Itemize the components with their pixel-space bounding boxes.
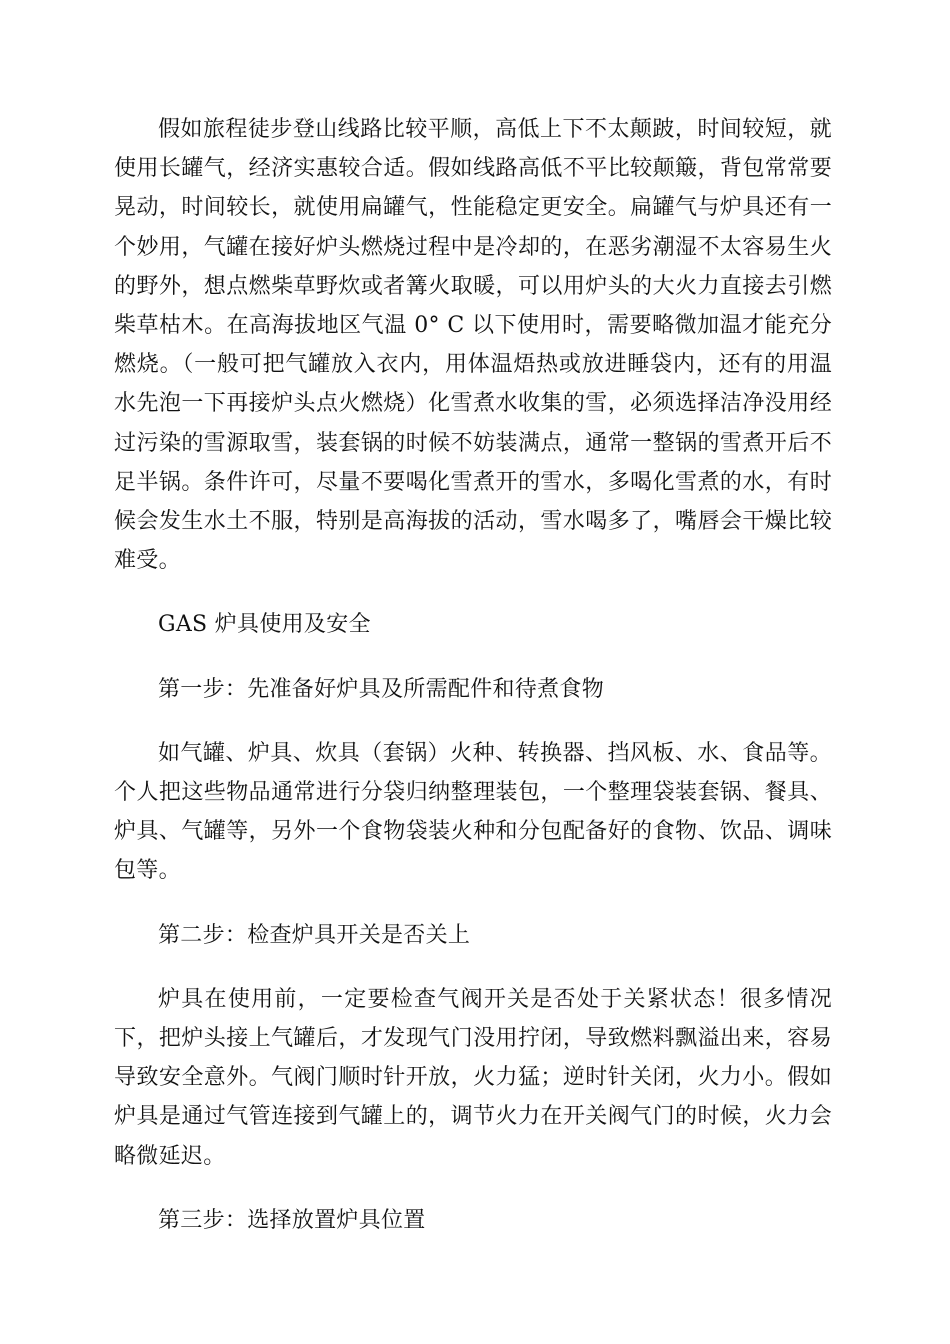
section-heading-gas-stove-safety: GAS 炉具使用及安全 xyxy=(158,612,371,638)
step-heading-1: 第一步：先准备好炉具及所需配件和待煮食物 xyxy=(158,676,605,702)
step-heading-2: 第二步：检查炉具开关是否关上 xyxy=(158,922,471,948)
paragraph-prepare-equipment: 如气罐、炉具、炊具（套锅）火种、转换器、挡风板、水、食品等。个人把这些物品通常进行分袋归纳整理装包，一个整理袋装套锅、餐具、炉具、气罐等，另外一个食物袋装火种和分包配备好的食物、饮品、调味包等。 xyxy=(114,740,832,884)
document-page xyxy=(114,110,832,1240)
paragraph-check-valve: 炉具在使用前，一定要检查气阀开关是否处于关紧状态！很多情况下，把炉头接上气罐后，才发现气门没用拧闭，导致燃料飘溢出来，容易导致安全意外。气阀门顺时针开放，火力猛；逆时针关闭，火力小。假如炉具是通过气管连接到气罐上的，调节火力在开关阀气门的时候，火力会略微延迟。 xyxy=(114,986,832,1169)
paragraph-stove-gas-usage: 假如旅程徒步登山线路比较平顺，高低上下不太颠跛，时间较短，就使用长罐气，经济实惠较合适。假如线路高低不平比较颠簸，背包常常要晃动，时间较长，就使用扁罐气，性能稳定更安全。扁罐气与炉具还有一个妙用，气罐在接好炉头燃烧过程中是冷却的，在恶劣潮湿不太容易生火的野外，想点燃柴草野炊或者篝火取暖，可以用炉头的大火力直接去引燃柴草枯木。在高海拔地区气温 0° C 以下使用时，需要略微加温才能充分燃烧。（一般可把气罐放入衣内，用体温焐热或放进睡袋内，还有的用温水先泡一下再接炉头点火燃烧）化雪煮水收集的雪，必须选择洁净没用经过污染的雪源取雪，装套锅的时候不妨装满点，通常一整锅的雪煮开后不足半锅。条件许可，尽量不要喝化雪煮开的雪水，多喝化雪煮的水，有时候会发生水土不服，特别是高海拔的活动，雪水喝多了，嘴唇会干燥比较难受。 xyxy=(114,117,832,574)
step-heading-3: 第三步：选择放置炉具位置 xyxy=(158,1207,426,1233)
